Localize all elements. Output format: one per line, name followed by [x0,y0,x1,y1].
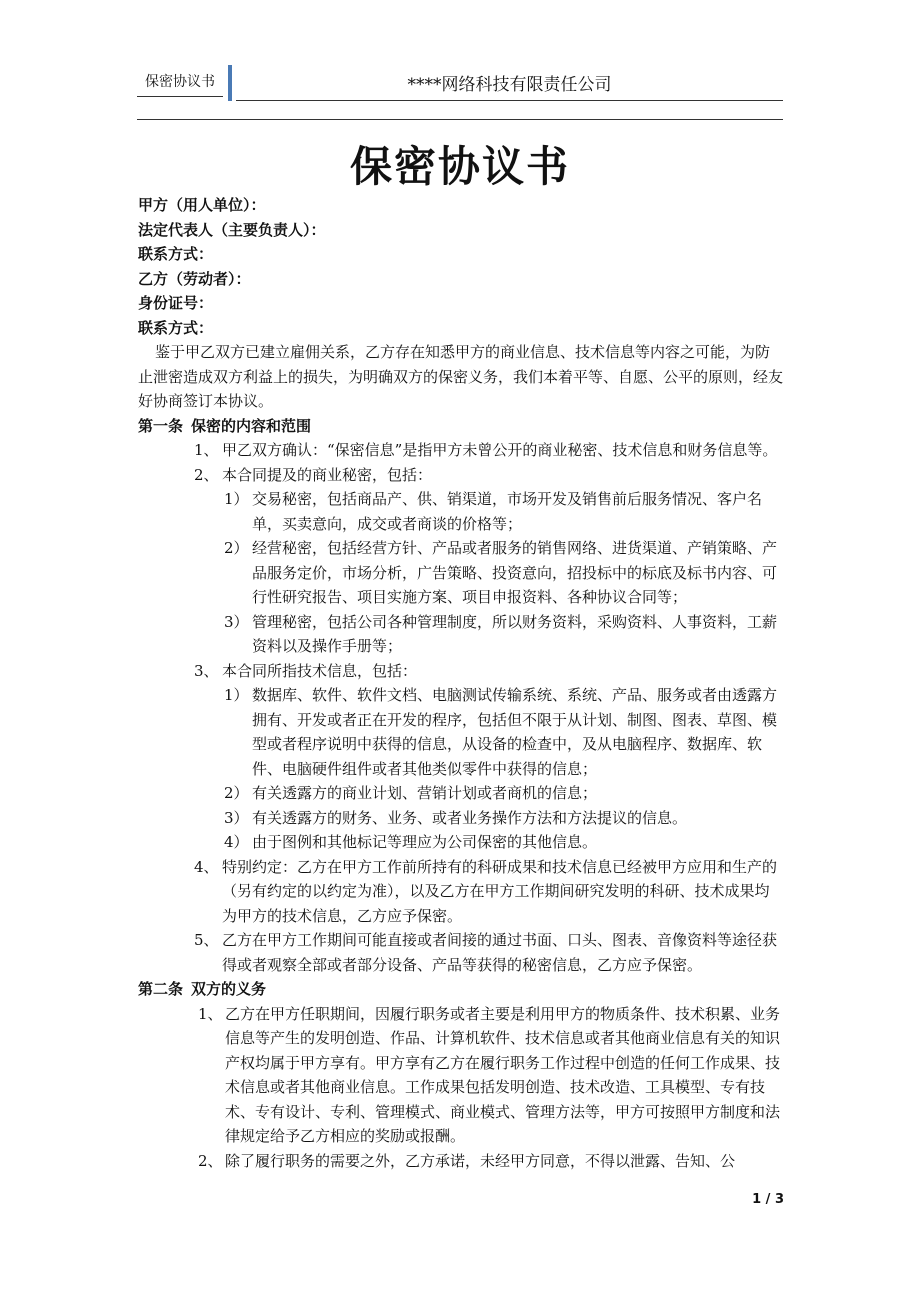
party-line-employee: 乙方（劳动者）： [138,269,251,288]
item-number: 1、 [198,1004,223,1023]
article-2-heading [138,977,784,1002]
article-1-heading [138,414,784,439]
subitem-text: 由于图例和其他标记等理应为公司保密的其他信息。 [252,833,598,851]
list-subitem [138,806,784,831]
list-item [138,1149,784,1174]
party-line-employer: 甲方（用人单位）： [138,196,266,214]
item-number: 2、 [198,1151,223,1170]
list-subitem [138,610,784,659]
list-item [138,1002,784,1149]
item-text: 甲乙双方确认：“保密信息”是指甲方未曾公开的商业秘密、技术信息和财务信息等。 [222,441,778,459]
article-1-label: 第一条 [138,416,184,435]
list-subitem [138,683,784,781]
list-item [138,659,784,684]
intro-paragraph: 鉴于甲乙双方已建立雇佣关系，乙方存在知悉甲方的商业信息、技术信息等内容之可能，为防止泄密造成双方利益上的损失，为明确双方的保密义务，我们本着平等、自愿、公平的原则，经友好协商签订本协议。 [138,343,784,410]
subitem-number: 2） [224,784,249,802]
item-text: 除了履行职务的需要之外，乙方承诺，未经甲方同意，不得以泄露、告知、公 [225,1151,736,1170]
subitem-text: 经营秘密，包括经营方针、产品或者服务的销售网络、进货渠道、产销策略、产品服务定价，市场分析，广告策略、投资意向，招投标中的标底及标书内容、可行性研究报告、项目实施方案、项目申报资料、各种协议合同等； [252,539,778,606]
header-company-name: ****网络科技有限责任公司 [236,70,783,101]
list-item [138,463,784,488]
item-text: 本合同所指技术信息，包括： [222,661,418,680]
page-number: 1 / 3 [752,1192,784,1207]
subitem-text: 管理秘密，包括公司各种管理制度，所以财务资料，采购资料、人事资料，工薪资料以及操作手册等； [252,612,778,655]
list-subitem [138,536,784,610]
subitem-number: 3） [224,612,249,631]
article-2-title: 双方的义务 [191,980,267,998]
subitem-text: 交易秘密，包括商品产、供、销渠道，市场开发及销售前后服务情况、客户名单，买卖意向，成交或者商谈的价格等； [252,490,763,533]
header-doc-label: 保密协议书 [137,71,223,97]
item-text: 特别约定：乙方在甲方工作前所持有的科研成果和技术信息已经被甲方应用和生产的（另有约定的以约定为准），以及乙方在甲方工作期间研究发明的科研、技术成果均为甲方的技术信息，乙方应予保密。 [222,857,778,925]
list-subitem [138,487,784,536]
party-line-contact-a: 联系方式： [138,245,214,263]
subitem-text: 有关透露方的商业计划、营销计划或者商机的信息； [252,784,598,802]
header-accent-bar [228,65,232,101]
subitem-number: 4） [224,833,249,851]
subitem-number: 3） [224,808,249,827]
article-2-label: 第二条 [138,980,184,998]
subitem-number: 2） [224,539,249,557]
list-item [138,438,784,463]
subitem-text: 数据库、软件、软件文档、电脑测试传输系统、系统、产品、服务或者由透露方拥有、开发或者正在开发的程序，包括但不限于从计划、制图、图表、草图、模型或者程序说明中获得的信息，从设备的检查中，及从电脑程序、数据库、软件、电脑硬件组件或者其他类似零件中获得的信息； [252,686,778,778]
party-line-contact-b: 联系方式： [138,318,214,337]
item-text: 乙方在甲方任职期间，因履行职务或者主要是利用甲方的物质条件、技术积累、业务信息等产生的发明创造、作品、计算机软件、技术信息或者其他商业信息有关的知识产权均属于甲方享有。甲方享有乙方在履行职务工作过程中创造的任何工作成果、技术信息或者其他商业信息。工作成果包括发明创造、技术改造、工具模型、专有技术、专有设计、专利、管理模式、商业模式、管理方法等，甲方可按照甲方制度和法律规定给予乙方相应的奖励或报酬。 [225,1004,781,1145]
item-number: 5、 [194,931,219,949]
list-subitem [138,781,784,806]
list-subitem [138,830,784,855]
item-text: 乙方在甲方工作期间可能直接或者间接的通过书面、口头、图表、音像资料等途径获得或者观察全部或者部分设备、产品等获得的秘密信息，乙方应予保密。 [222,931,778,974]
party-line-id-number: 身份证号： [138,294,214,312]
item-number: 2、 [194,465,219,484]
document-body [138,193,784,1173]
list-item [138,928,784,977]
header-divider [137,119,783,120]
item-text: 本合同提及的商业秘密，包括： [222,465,433,484]
subitem-text: 有关透露方的财务、业务、或者业务操作方法和方法提议的信息。 [252,808,688,827]
subitem-number: 1） [224,490,249,508]
article-1-title: 保密的内容和范围 [191,416,312,435]
subitem-number: 1） [224,686,249,704]
item-number: 4、 [194,857,219,876]
item-number: 3、 [194,661,219,680]
list-item [138,855,784,929]
page-title: 保密协议书 [349,142,570,191]
party-line-legal-rep: 法定代表人（主要负责人）： [138,220,326,239]
item-number: 1、 [194,441,219,459]
